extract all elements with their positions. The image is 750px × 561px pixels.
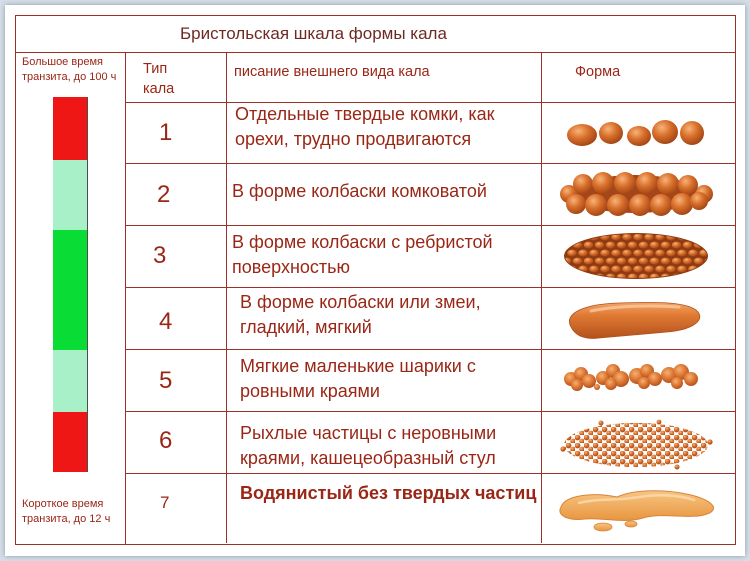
transit-time-column — [16, 53, 126, 544]
smooth-sausage-icon — [539, 287, 735, 349]
stool-type-number: 4 — [159, 308, 173, 335]
page-title: Бристольская шкала формы кала — [180, 24, 447, 43]
transit-bar-segment — [53, 230, 87, 350]
type-header-cell — [126, 53, 226, 102]
stool-description — [240, 481, 536, 506]
stool-type-number: 5 — [159, 367, 173, 394]
description-line: Отдельные твердые комки, как — [235, 104, 495, 124]
table-row — [126, 349, 735, 411]
description-line: В форме колбаски или змеи, — [240, 292, 481, 312]
type-header-line: кала — [143, 81, 175, 97]
type-cell — [126, 412, 226, 473]
table-row — [126, 473, 735, 543]
table-row — [126, 225, 735, 287]
description-cell — [226, 474, 541, 543]
description-cell — [226, 226, 541, 287]
type-cell — [126, 164, 226, 225]
shape-cell — [541, 350, 735, 411]
stool-description — [235, 102, 495, 151]
table-row — [126, 287, 735, 349]
stool-type-number: 3 — [153, 242, 167, 269]
transit-bar-segment — [53, 412, 87, 472]
bristol-scale-table — [15, 15, 736, 545]
cracked-sausage-icon — [539, 225, 735, 287]
separate-hard-lumps-icon — [539, 102, 735, 164]
transit-color-bar — [53, 97, 88, 472]
stool-description — [240, 421, 496, 470]
header-row — [126, 53, 735, 102]
short-transit-line: транзита, до 12 ч — [22, 513, 111, 525]
table-row — [126, 163, 735, 225]
table-row — [126, 411, 735, 473]
description-cell — [226, 288, 541, 349]
title-cell — [16, 16, 735, 53]
description-line: поверхностью — [232, 256, 351, 277]
long-transit-label — [22, 55, 116, 85]
description-line: В форме колбаски комковатой — [232, 181, 487, 201]
transit-bar-segment — [53, 350, 87, 412]
transit-bar-segment — [53, 97, 87, 160]
mushy-pieces-icon — [539, 411, 735, 473]
stool-description — [240, 290, 481, 339]
stool-description — [232, 230, 493, 279]
description-line: ровными краями — [240, 380, 380, 401]
long-transit-line: Большое время — [22, 56, 103, 68]
stool-description — [232, 179, 487, 204]
soft-blobs-icon — [539, 349, 735, 411]
description-line: орехи, трудно продвигаются — [235, 128, 472, 149]
description-cell — [226, 103, 541, 163]
shape-cell — [541, 412, 735, 473]
transit-bar-segment — [53, 160, 87, 230]
description-header-cell — [226, 53, 541, 102]
description-line: краями, кашецеобразный стул — [240, 447, 496, 468]
stool-type-number: 1 — [159, 119, 173, 146]
shape-header-cell — [541, 53, 735, 102]
description-cell — [226, 350, 541, 411]
description-header: писание внешнего вида кала — [234, 64, 430, 80]
shape-cell — [541, 474, 735, 543]
type-cell — [126, 103, 226, 163]
short-transit-line: Короткое время — [22, 498, 104, 510]
description-cell — [226, 412, 541, 473]
stool-type-number: 6 — [159, 427, 173, 454]
stool-description — [240, 354, 476, 403]
type-header — [143, 59, 174, 99]
shape-cell — [541, 164, 735, 225]
description-line: гладкий, мягкий — [240, 316, 372, 337]
type-cell — [126, 288, 226, 349]
stool-type-number: 7 — [160, 493, 170, 512]
stool-type-number: 2 — [157, 181, 171, 208]
shape-cell — [541, 226, 735, 287]
type-header-line: Тип — [143, 61, 168, 77]
short-transit-label — [22, 497, 110, 527]
lumpy-sausage-icon — [539, 163, 735, 225]
type-cell — [126, 474, 226, 543]
shape-cell — [541, 103, 735, 163]
description-line: Рыхлые частицы с неровными — [240, 423, 497, 443]
shape-header: Форма — [575, 64, 621, 80]
type-cell — [126, 226, 226, 287]
description-cell — [226, 164, 541, 225]
type-cell — [126, 350, 226, 411]
table-row — [126, 102, 735, 163]
description-line: Водянистый без твердых частиц — [240, 483, 537, 503]
long-transit-line: транзита, до 100 ч — [22, 71, 117, 83]
shape-cell — [541, 288, 735, 349]
description-line: Мягкие маленькие шарики с — [240, 356, 476, 376]
watery-puddle-icon — [539, 473, 735, 543]
description-line: В форме колбаски с ребристой — [232, 232, 493, 252]
